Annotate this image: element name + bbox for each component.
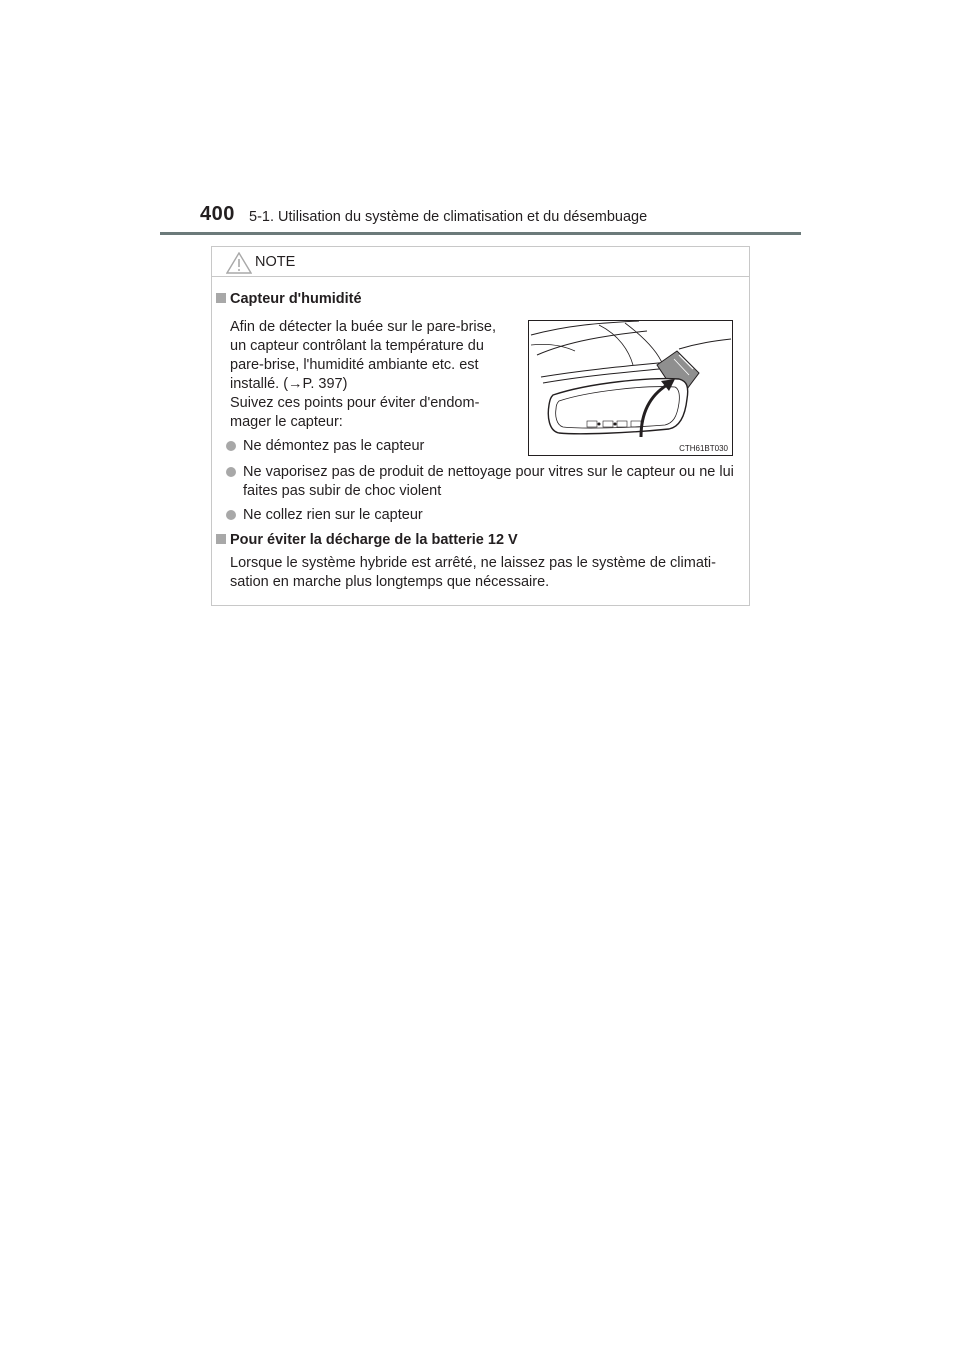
intro-line: mager le capteur: (230, 414, 343, 430)
chapter-title: 5-1. Utilisation du système de climatisation et du désembuage (249, 209, 648, 225)
bullet-text: Ne vaporisez pas de produit de nettoyage pour vitres sur le capteur ou ne lui faites pas subir de choc violent (243, 464, 734, 499)
header-rule (160, 232, 801, 235)
bullet-text: Ne collez rien sur le capteur (243, 507, 423, 523)
intro-line: installé. (→P. 397) (230, 376, 348, 392)
intro-line: un capteur contrôlant la température du (230, 338, 484, 354)
sensor-illustration (528, 320, 733, 456)
note-box (211, 246, 750, 606)
note-label: NOTE (255, 254, 296, 270)
bullet-text: Ne démontez pas le capteur (243, 438, 425, 454)
rearview-mirror-sensor-drawing (529, 321, 732, 455)
bullet-item (243, 437, 513, 456)
warning-triangle-icon (226, 252, 252, 274)
bullet-item (243, 506, 743, 525)
bullet-item (243, 463, 746, 501)
intro-line: pare-brise, l'humidité ambiante etc. est (230, 357, 479, 373)
note-header (212, 247, 749, 277)
circle-bullet-icon (226, 441, 236, 451)
section-title-text: Capteur d'humidité (230, 291, 362, 307)
section-title-text: Pour éviter la décharge de la batterie 12 V (230, 532, 518, 548)
square-bullet-icon (216, 293, 226, 303)
section1-intro (230, 318, 513, 432)
circle-bullet-icon (226, 510, 236, 520)
intro-line: Suivez ces points pour éviter d'endom- (230, 395, 480, 411)
circle-bullet-icon (226, 467, 236, 477)
page-number: 400 (200, 203, 235, 225)
section2-text: Lorsque le système hybride est arrêté, ne laissez pas le système de climati- sation en marche plus longtemps que nécessaire. (230, 555, 716, 590)
section-title-humidity-sensor (216, 291, 362, 307)
section-title-battery (216, 532, 518, 548)
square-bullet-icon (216, 534, 226, 544)
illustration-code: CTH61BT030 (679, 444, 728, 453)
intro-line: Afin de détecter la buée sur le pare-brise, (230, 319, 496, 335)
